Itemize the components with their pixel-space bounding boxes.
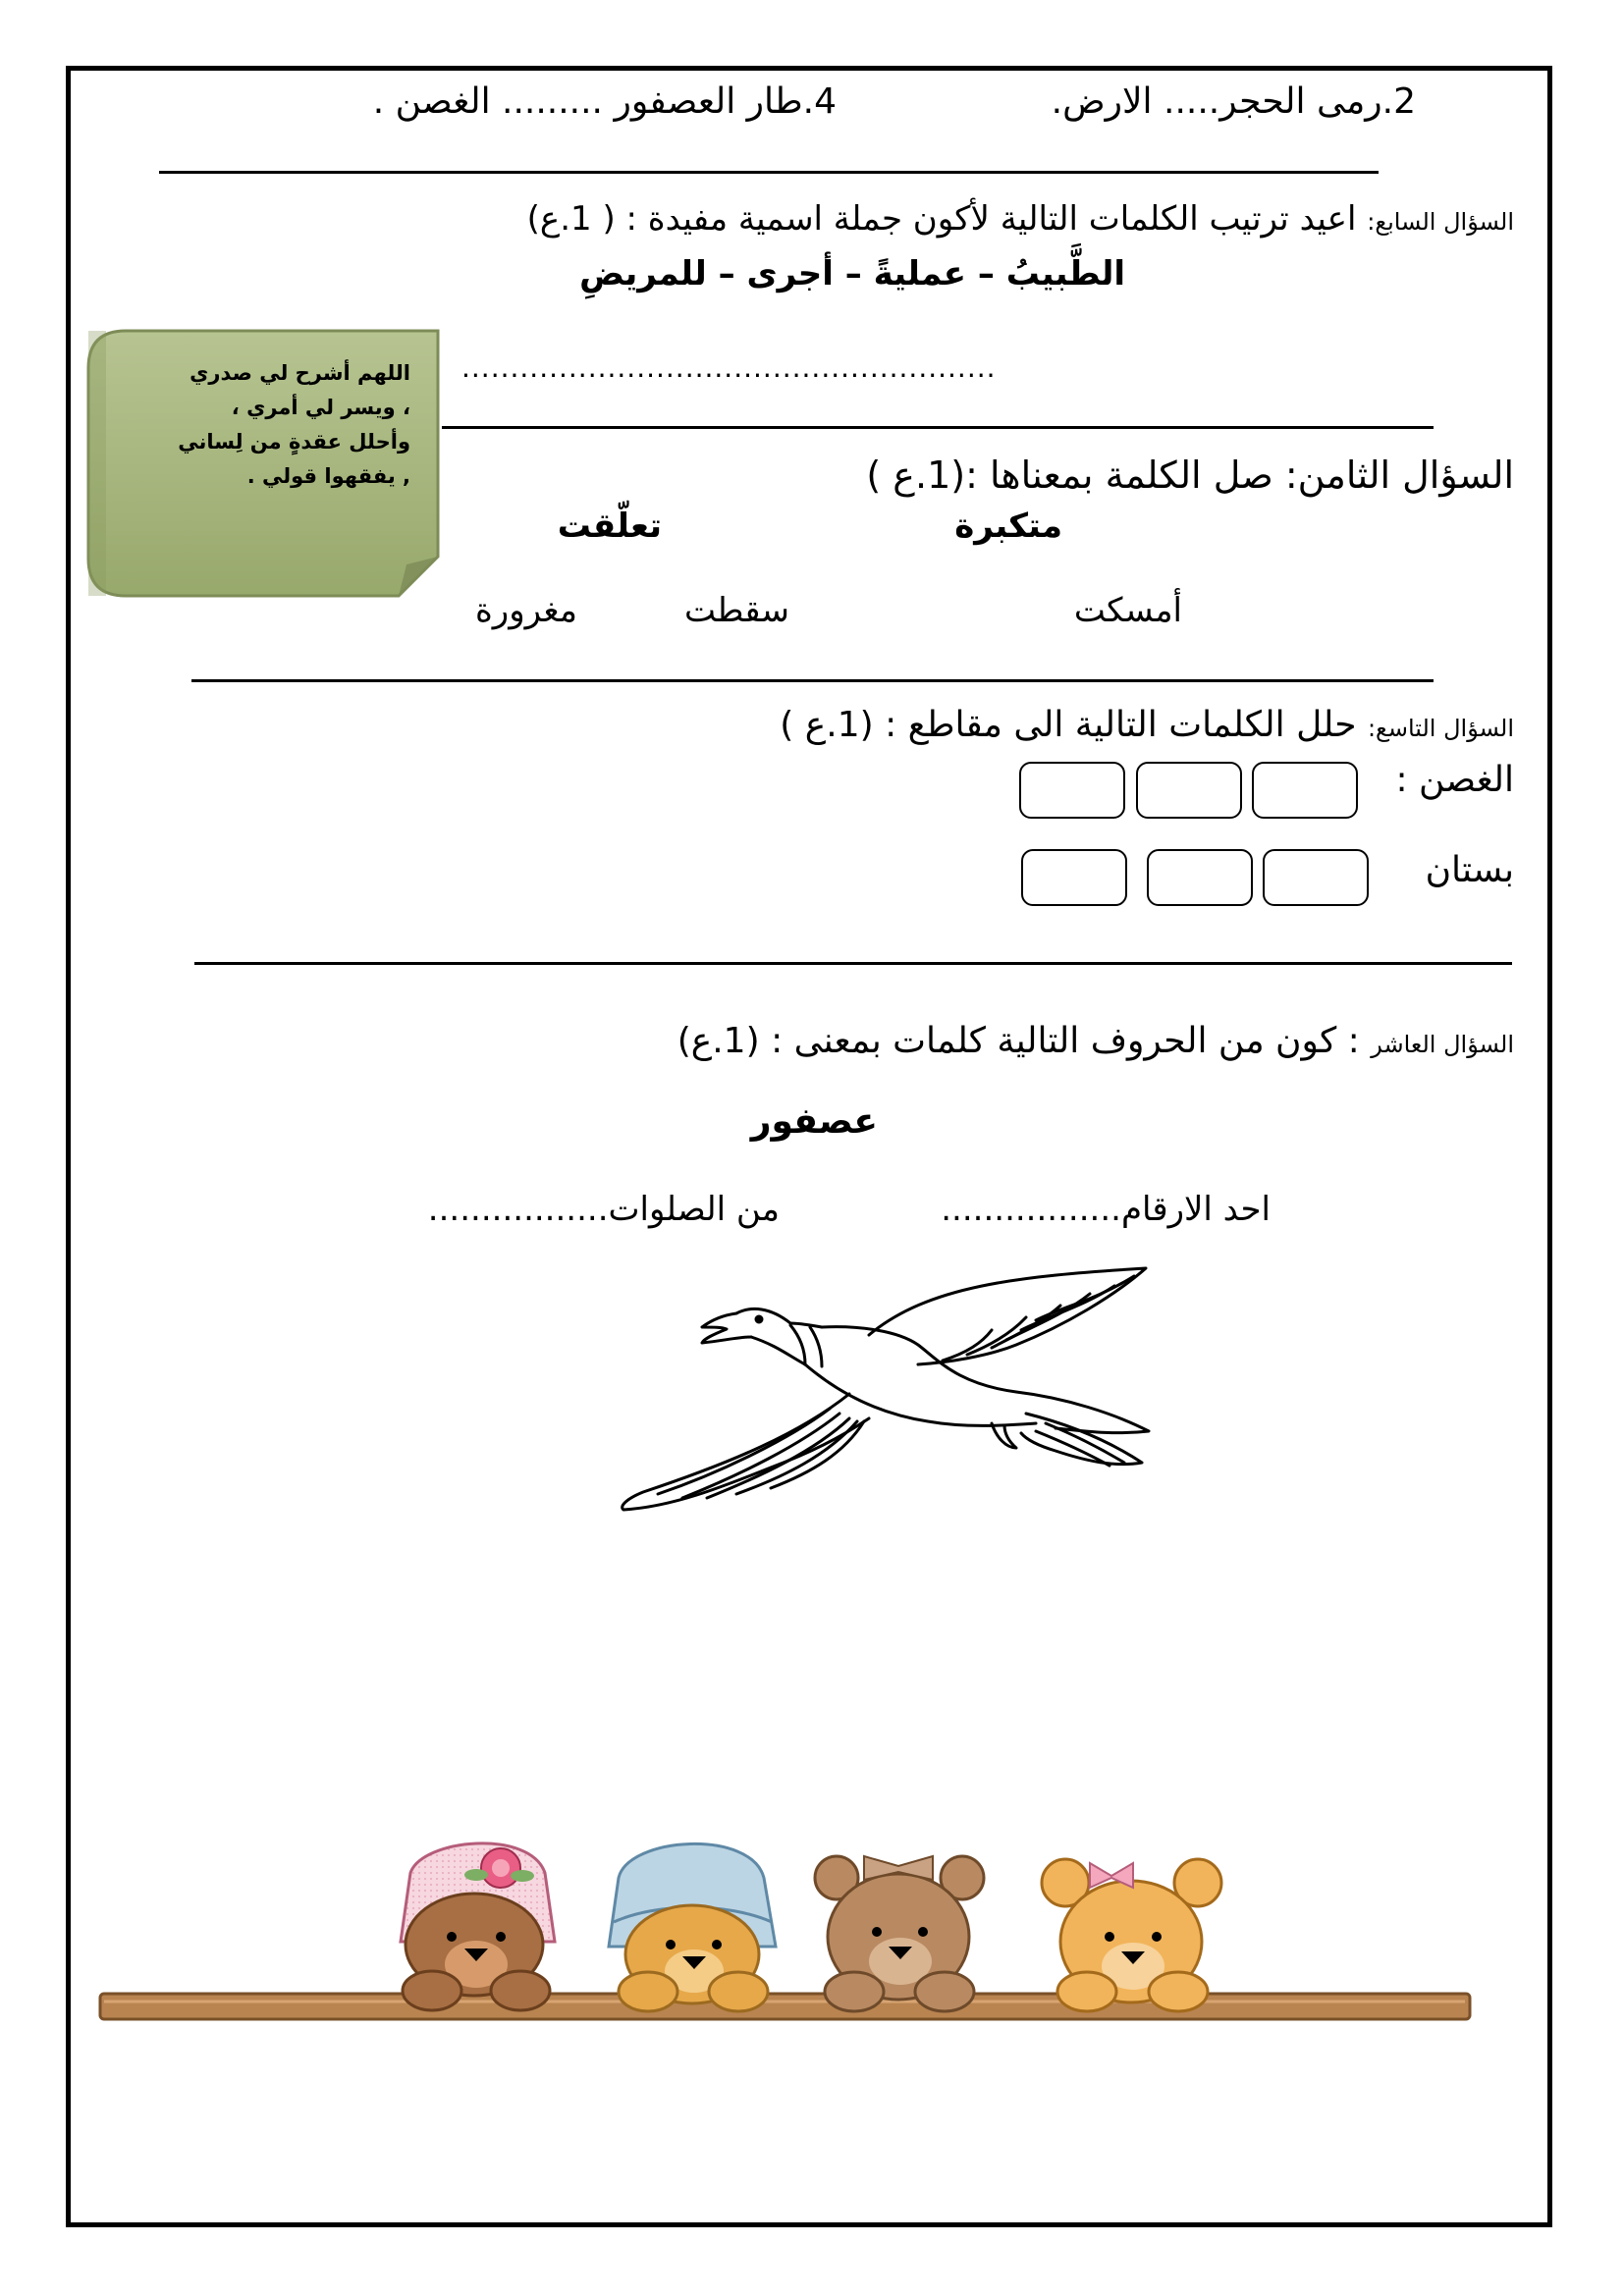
q8-word-a: متكبرة <box>954 507 1062 546</box>
syllable-box[interactable] <box>1021 849 1127 906</box>
divider-1 <box>159 171 1379 174</box>
q9-text: حلل الكلمات التالية الى مقاطع : (1.ع ) <box>780 705 1357 745</box>
syllable-box[interactable] <box>1019 762 1125 819</box>
bird-illustration <box>604 1266 1154 1522</box>
divider-3 <box>191 679 1434 682</box>
q8-meaning-3: مغرورة <box>474 591 577 630</box>
dua-line-1: اللهم أشرح لي صدري <box>189 361 410 385</box>
q9-word-2: بستان <box>1425 850 1514 890</box>
q8-meaning-2: سقطت <box>684 591 789 630</box>
syllable-box[interactable] <box>1147 849 1253 906</box>
q8-word-b: تعلّقت <box>557 507 662 546</box>
item-4: 4.طار العصفور ......... الغصن . <box>372 81 837 122</box>
q10-heading <box>677 1021 1514 1061</box>
q7-answer-line: ....................................................... <box>461 351 997 384</box>
q9-label: السؤال التاسع: <box>1367 715 1514 742</box>
q7-words: الطَّبيبُ – عمليةً – أجرى – للمريضِ <box>579 254 1125 294</box>
q9-word-1: الغصن : <box>1395 760 1514 800</box>
divider-2 <box>442 426 1434 429</box>
q7-heading <box>527 199 1514 239</box>
q8-heading: السؤال الثامن: صل الكلمة بمعناها :(1.ع ) <box>866 454 1514 497</box>
syllable-box[interactable] <box>1263 849 1369 906</box>
q8-meaning-1: أمسكت <box>1073 591 1182 630</box>
dua-line-2: ، ويسر لي أمري ، <box>231 396 410 419</box>
item-2: 2.رمى الحجر..... الارض. <box>1051 81 1416 122</box>
divider-4 <box>194 962 1512 965</box>
q10-label: السؤال العاشر <box>1371 1031 1514 1058</box>
q10-blank-2: من الصلوات................. <box>427 1190 780 1229</box>
q10-blank-1: احد الارقام................. <box>941 1190 1271 1229</box>
bears-shelf-illustration <box>98 1829 1473 2055</box>
q7-text: اعيد ترتيب الكلمات التالية لأكون جملة اسمية مفيدة : ( 1.ع) <box>526 199 1357 239</box>
dua-line-4: , يفقهوا قولي . <box>246 464 410 488</box>
q10-letters: عصفور <box>750 1101 878 1142</box>
dua-note <box>86 329 440 599</box>
q10-text: : كون من الحروف التالية كلمات بمعنى : (1.ع) <box>677 1021 1360 1061</box>
syllable-box[interactable] <box>1252 762 1358 819</box>
dua-line-3: وأحلل عقدةٍ من لِساني <box>178 430 410 454</box>
q9-heading <box>780 705 1514 745</box>
dua-text <box>116 356 410 494</box>
q7-label: السؤال السابع: <box>1367 208 1514 236</box>
syllable-box[interactable] <box>1136 762 1242 819</box>
